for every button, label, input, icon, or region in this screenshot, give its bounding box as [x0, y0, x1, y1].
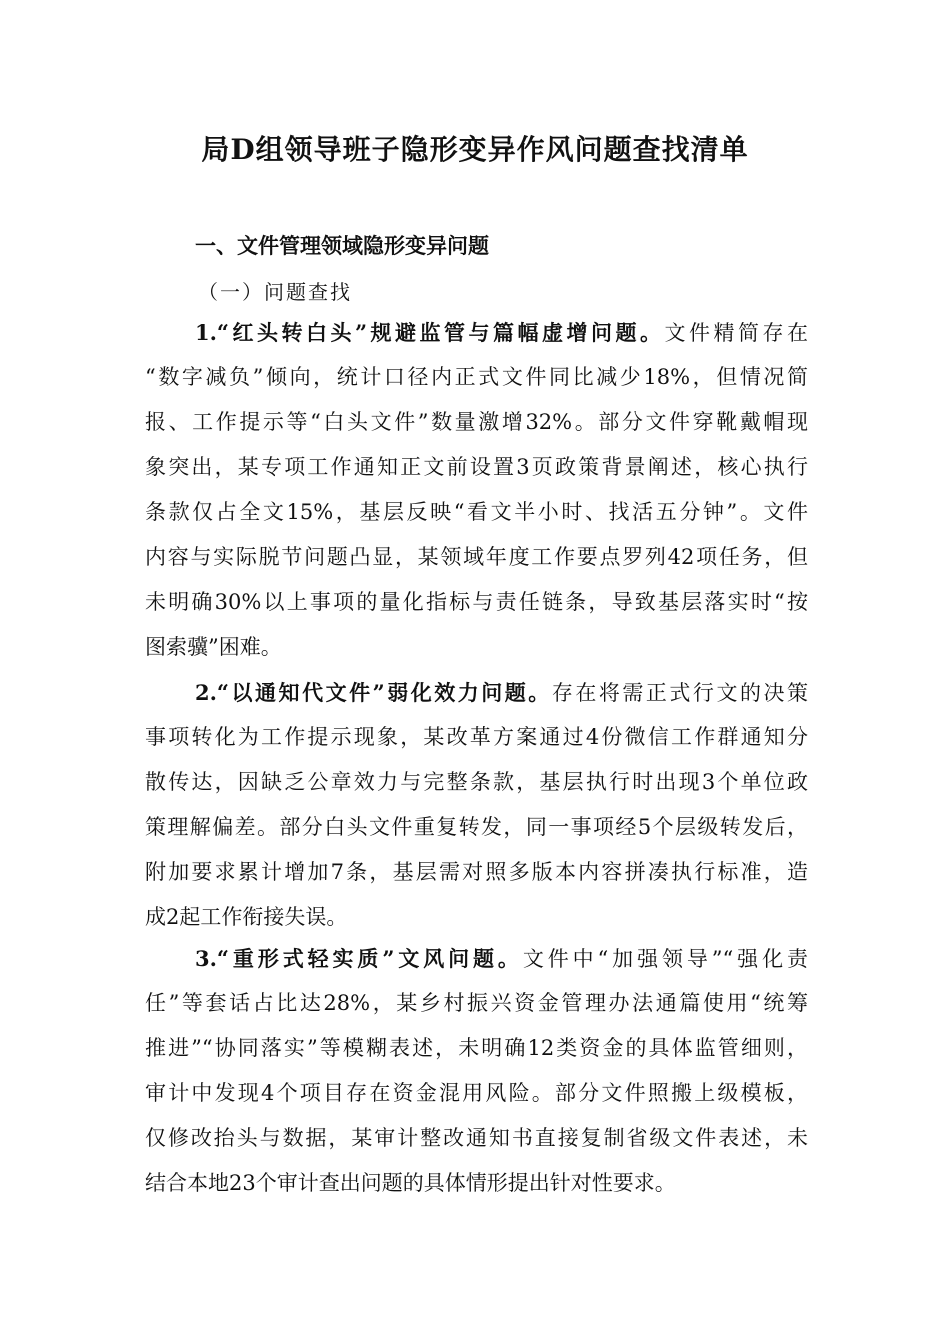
- paragraph-line: [145, 535, 808, 580]
- paragraph-line: [145, 981, 808, 1026]
- paragraph-text: 推进”“协同落实”等模糊表述，未明确12类资金的具体监管细则，: [145, 1036, 808, 1060]
- paragraph-text: 内容与实际脱节问题凸显，某领域年度工作要点罗列42项任务，但: [145, 545, 808, 569]
- paragraph-line: [145, 670, 808, 715]
- paragraph-text: 图索骥”困难。: [145, 635, 282, 659]
- paragraph-lead-heading: 3.“重形式轻实质”文风问题。: [195, 946, 523, 971]
- paragraph-2: [145, 670, 808, 940]
- paragraph-text: 文件中“加强领导”“强化责: [522, 947, 808, 971]
- paragraph-text: 文件精简存在: [664, 321, 808, 345]
- paragraph-line: [145, 850, 808, 895]
- paragraph-line: [145, 445, 808, 490]
- paragraph-3: [145, 936, 808, 1206]
- paragraph-line: [145, 1071, 808, 1116]
- paragraph-line: [145, 895, 808, 940]
- paragraph-line: [145, 490, 808, 535]
- paragraph-text: 成2起工作衔接失误。: [145, 905, 348, 929]
- paragraph-text: 未明确30%以上事项的量化指标与责任链条，导致基层落实时“按: [145, 590, 808, 614]
- document-title: 局D组领导班子隐形变异作风问题查找清单: [201, 133, 749, 166]
- paragraph-text: 报、工作提示等“白头文件”数量激增32%。部分文件穿靴戴帽现: [145, 410, 808, 434]
- paragraph-text: 附加要求累计增加7条，基层需对照多版本内容拼凑执行标准，造: [145, 860, 808, 884]
- paragraph-line: [145, 936, 808, 981]
- paragraph-text: 存在将需正式行文的决策: [551, 681, 808, 705]
- paragraph-text: 条款仅占全文15%，基层反映“看文半小时、找活五分钟”。文件: [145, 500, 808, 524]
- paragraph-text: 策理解偏差。部分白头文件重复转发，同一事项经5个层级转发后，: [145, 815, 808, 839]
- section-heading: 一、文件管理领域隐形变异问题: [195, 234, 489, 258]
- subsection-heading: （一）问题查找: [198, 280, 352, 304]
- paragraph-lead-heading: 1.“红头转白头”规避监管与篇幅虚增问题。: [195, 320, 665, 345]
- paragraph-text: 象突出，某专项工作通知正文前设置3页政策背景阐述，核心执行: [145, 455, 808, 479]
- paragraph-line: [145, 1116, 808, 1161]
- paragraph-text: 审计中发现4个项目存在资金混用风险。部分文件照搬上级模板，: [145, 1081, 808, 1105]
- paragraph-line: [145, 760, 808, 805]
- paragraph-line: [145, 400, 808, 445]
- paragraph-line: [145, 805, 808, 850]
- paragraph-text: 仅修改抬头与数据，某审计整改通知书直接复制省级文件表述，未: [145, 1126, 808, 1150]
- paragraph-line: [145, 580, 808, 625]
- paragraph-text: 结合本地23个审计查出问题的具体情形提出针对性要求。: [145, 1171, 676, 1195]
- paragraph-text: “数字减负”倾向，统计口径内正式文件同比减少18%，但情况简: [145, 365, 808, 389]
- paragraph-text: 散传达，因缺乏公章效力与完整条款，基层执行时出现3个单位政: [145, 770, 808, 794]
- paragraph-line: [145, 1026, 808, 1071]
- paragraph-line: [145, 1161, 808, 1206]
- paragraph-line: [145, 625, 808, 670]
- paragraph-line: [145, 310, 808, 355]
- paragraph-lead-heading: 2.“以通知代文件”弱化效力问题。: [195, 680, 552, 705]
- paragraph-1: [145, 310, 808, 670]
- paragraph-text: 事项转化为工作提示现象，某改革方案通过4份微信工作群通知分: [145, 725, 808, 749]
- paragraph-line: [145, 715, 808, 760]
- paragraph-line: [145, 355, 808, 400]
- paragraph-text: 任”等套话占比达28%，某乡村振兴资金管理办法通篇使用“统筹: [145, 991, 808, 1015]
